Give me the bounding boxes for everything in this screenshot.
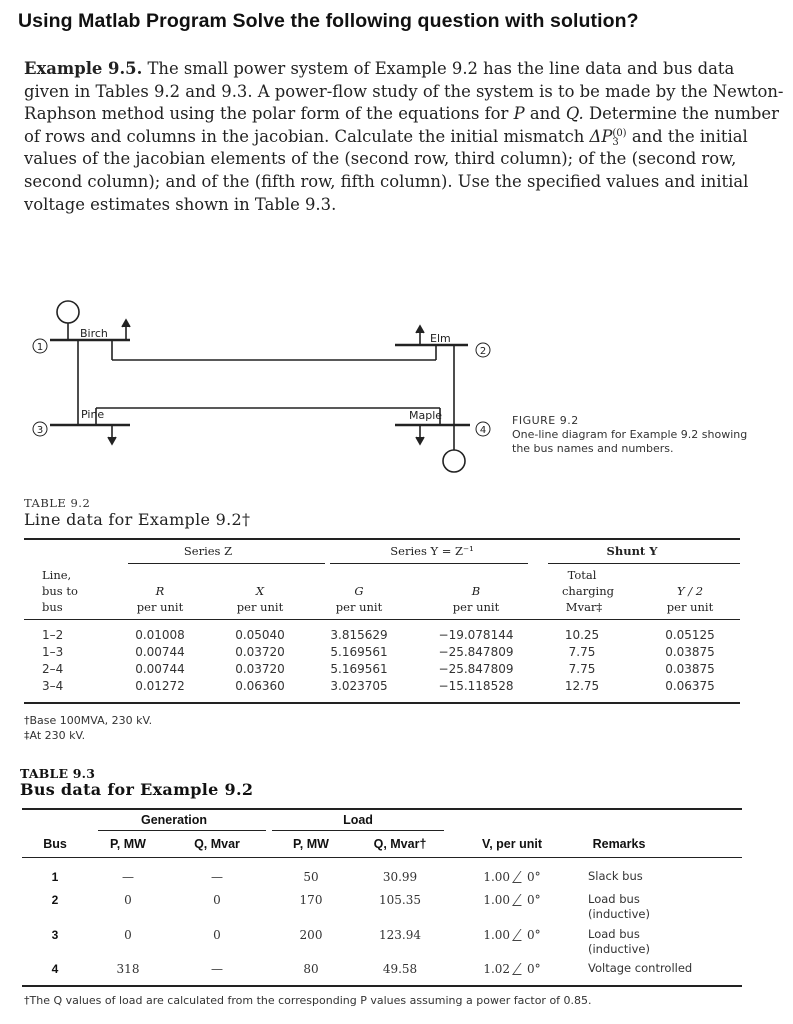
line-cell-b: −25.847809	[438, 662, 514, 676]
line-cell-charging: 7.75	[568, 645, 596, 659]
col-charging-3: Mvar‡	[565, 600, 603, 614]
bus-cell-qg: —	[211, 870, 223, 884]
generator-maple-icon	[443, 450, 465, 472]
line-cell-line: 1–3	[42, 645, 64, 659]
bus-cell-remarks	[588, 892, 650, 922]
example-paragraph	[24, 58, 784, 216]
bus-cell-bus: 4	[51, 962, 59, 976]
line-cell-r: 0.01272	[135, 679, 185, 693]
bus-number-3: 3	[36, 425, 44, 436]
bus-cell-pl: 170	[299, 893, 323, 907]
col-line-3: bus	[42, 600, 63, 614]
voltage-magnitude: 1.00	[483, 928, 511, 942]
group-load: Load	[343, 813, 373, 827]
col-pg: P, MW	[110, 837, 146, 851]
line-cell-line: 3–4	[42, 679, 64, 693]
line-cell-r: 0.00744	[135, 662, 185, 676]
line-cell-b: −15.118528	[438, 679, 514, 693]
col-x-unit: per unit	[236, 600, 284, 614]
example-sentence-3: and the initial values of the jacobian elements of the (second row, third column); of the (second row, second column); and of the (fifth row, fifth column). Use the specified values and initial voltage estimates shown in Table 9.3.	[24, 126, 749, 214]
voltage-angle: 0°	[527, 870, 541, 884]
col-v: V, per unit	[482, 837, 542, 851]
line-cell-g: 3.815629	[330, 628, 388, 642]
bus-cell-pg: —	[122, 870, 134, 884]
bus-number-1: 1	[36, 342, 44, 353]
col-charging-1: Total	[567, 568, 597, 582]
bus-cell-pl: 200	[299, 928, 323, 942]
line-cell-x: 0.06360	[235, 679, 285, 693]
figure-text: One-line diagram for Example 9.2 showing the bus names and numbers.	[512, 428, 748, 455]
group-series-z: Series Z	[183, 544, 233, 558]
remark-line-2: (inductive)	[588, 942, 650, 956]
bus-cell-voltage	[483, 962, 540, 976]
bus-number-4: 4	[479, 425, 487, 436]
remark-line-1: Load bus	[588, 892, 640, 906]
col-ql: Q, Mvar†	[373, 837, 427, 851]
example-sentence-1: The small power system of Example 9.2 has the line data and bus data given in Tables 9.2 and 9.3. A power-flow study of the system is to be made by the Newton-Raphson method using the polar form of the equations for	[24, 59, 784, 124]
col-b: B	[471, 584, 481, 598]
col-g: G	[354, 584, 364, 598]
line-cell-r: 0.00744	[135, 645, 185, 659]
line-cell-line: 2–4	[42, 662, 64, 676]
table-9-3-label: TABLE 9.3	[20, 766, 96, 781]
col-r-unit: per unit	[136, 600, 184, 614]
bus-cell-pl: 50	[303, 870, 319, 884]
voltage-angle: 0°	[527, 928, 541, 942]
bus-cell-ql: 49.58	[382, 962, 418, 976]
line-cell-x: 0.03720	[235, 645, 285, 659]
table-9-2-label: TABLE 9.2	[24, 496, 91, 510]
bus-cell-ql: 30.99	[382, 870, 418, 884]
bus-cell-bus: 1	[51, 870, 59, 884]
figure-caption	[512, 414, 752, 456]
table-9-2-title: Line data for Example 9.2†	[24, 510, 251, 529]
col-x: X	[255, 584, 265, 598]
remark-line-1: Voltage controlled	[588, 961, 693, 975]
voltage-angle: 0°	[527, 893, 541, 907]
bus-cell-pl: 80	[303, 962, 319, 976]
example-sentence-2: Determine the number of rows and columns in the jacobian. Calculate the initial mismatch	[24, 104, 779, 146]
bus-name-elm: Elm	[430, 332, 451, 345]
voltage-magnitude: 1.00	[483, 870, 511, 884]
bus-cell-qg: 0	[213, 928, 221, 942]
bus-cell-remarks	[588, 869, 643, 884]
bus-cell-pg: 318	[116, 962, 140, 976]
line-cell-y2: 0.06375	[665, 679, 715, 693]
example-heading: Example 9.5.	[24, 59, 143, 78]
table-9-2-footnote-2: ‡At 230 kV.	[24, 729, 86, 742]
col-r: R	[155, 584, 165, 598]
bus-cell-voltage	[483, 928, 540, 942]
line-cell-b: −25.847809	[438, 645, 514, 659]
figure-label: FIGURE 9.2	[512, 414, 579, 427]
table-9-3-footnote: †The Q values of load are calculated from the corresponding P values assuming a power factor of 0.85.	[24, 994, 592, 1007]
bus-cell-pg: 0	[124, 893, 132, 907]
bus-cell-remarks	[588, 961, 692, 976]
voltage-magnitude: 1.00	[483, 893, 511, 907]
col-line-1: Line,	[42, 568, 72, 582]
remark-line-2: (inductive)	[588, 907, 650, 921]
col-y2-unit: per unit	[666, 600, 714, 614]
col-remarks: Remarks	[592, 837, 646, 851]
col-y2: Y / 2	[676, 584, 704, 598]
bus-cell-bus: 3	[51, 928, 59, 942]
remark-line-1: Slack bus	[588, 869, 643, 883]
table-9-2-footnote-1: †Base 100MVA, 230 kV.	[24, 714, 153, 727]
bus-name-maple: Maple	[409, 409, 443, 422]
col-qg: Q, Mvar	[194, 837, 240, 851]
and-word: and	[529, 104, 561, 124]
group-series-y: Series Y = Z⁻¹	[390, 544, 474, 558]
line-cell-b: −19.078144	[438, 628, 514, 642]
line-cell-y2: 0.03875	[665, 645, 715, 659]
group-shunt-y: Shunt Y	[606, 544, 658, 558]
line-cell-g: 3.023705	[330, 679, 388, 693]
bus-cell-pg: 0	[124, 928, 132, 942]
bus-cell-ql: 123.94	[379, 928, 421, 942]
col-pl: P, MW	[293, 837, 329, 851]
line-cell-x: 0.05040	[235, 628, 285, 642]
line-cell-g: 5.169561	[330, 645, 388, 659]
symbol-p: P	[513, 104, 525, 124]
line-cell-charging: 7.75	[568, 662, 596, 676]
bus-cell-voltage	[483, 893, 540, 907]
voltage-magnitude: 1.02	[483, 962, 511, 976]
line-cell-charging: 12.75	[564, 679, 600, 693]
symbol-q: Q.	[565, 104, 584, 124]
voltage-angle: 0°	[527, 962, 541, 976]
line-cell-y2: 0.03875	[665, 662, 715, 676]
line-cell-charging: 10.25	[564, 628, 600, 642]
generator-birch-icon	[57, 301, 79, 323]
line-cell-x: 0.03720	[235, 662, 285, 676]
bus-cell-qg: 0	[213, 893, 221, 907]
line-cell-y2: 0.05125	[665, 628, 715, 642]
bus-cell-qg: —	[211, 962, 223, 976]
question-title: Using Matlab Program Solve the following question with solution?	[18, 10, 639, 32]
col-line-2: bus to	[42, 584, 78, 598]
col-bus: Bus	[43, 837, 67, 851]
mismatch-symbol: ΔP (0) 3	[589, 126, 627, 148]
col-b-unit: per unit	[452, 600, 500, 614]
bus-name-pine: Pine	[81, 408, 105, 421]
bus-cell-ql: 105.35	[379, 893, 421, 907]
remark-line-1: Load bus	[588, 927, 640, 941]
line-cell-line: 1–2	[42, 628, 64, 642]
col-charging-2: charging	[561, 584, 615, 598]
line-cell-g: 5.169561	[330, 662, 388, 676]
bus-cell-remarks	[588, 927, 650, 957]
group-generation: Generation	[141, 813, 207, 827]
bus-name-birch: Birch	[80, 327, 108, 340]
line-cell-r: 0.01008	[135, 628, 185, 642]
bus-cell-voltage	[483, 870, 540, 884]
bus-number-2: 2	[479, 346, 487, 357]
table-9-3-title: Bus data for Example 9.2	[20, 780, 254, 799]
bus-cell-bus: 2	[51, 893, 59, 907]
col-g-unit: per unit	[335, 600, 383, 614]
